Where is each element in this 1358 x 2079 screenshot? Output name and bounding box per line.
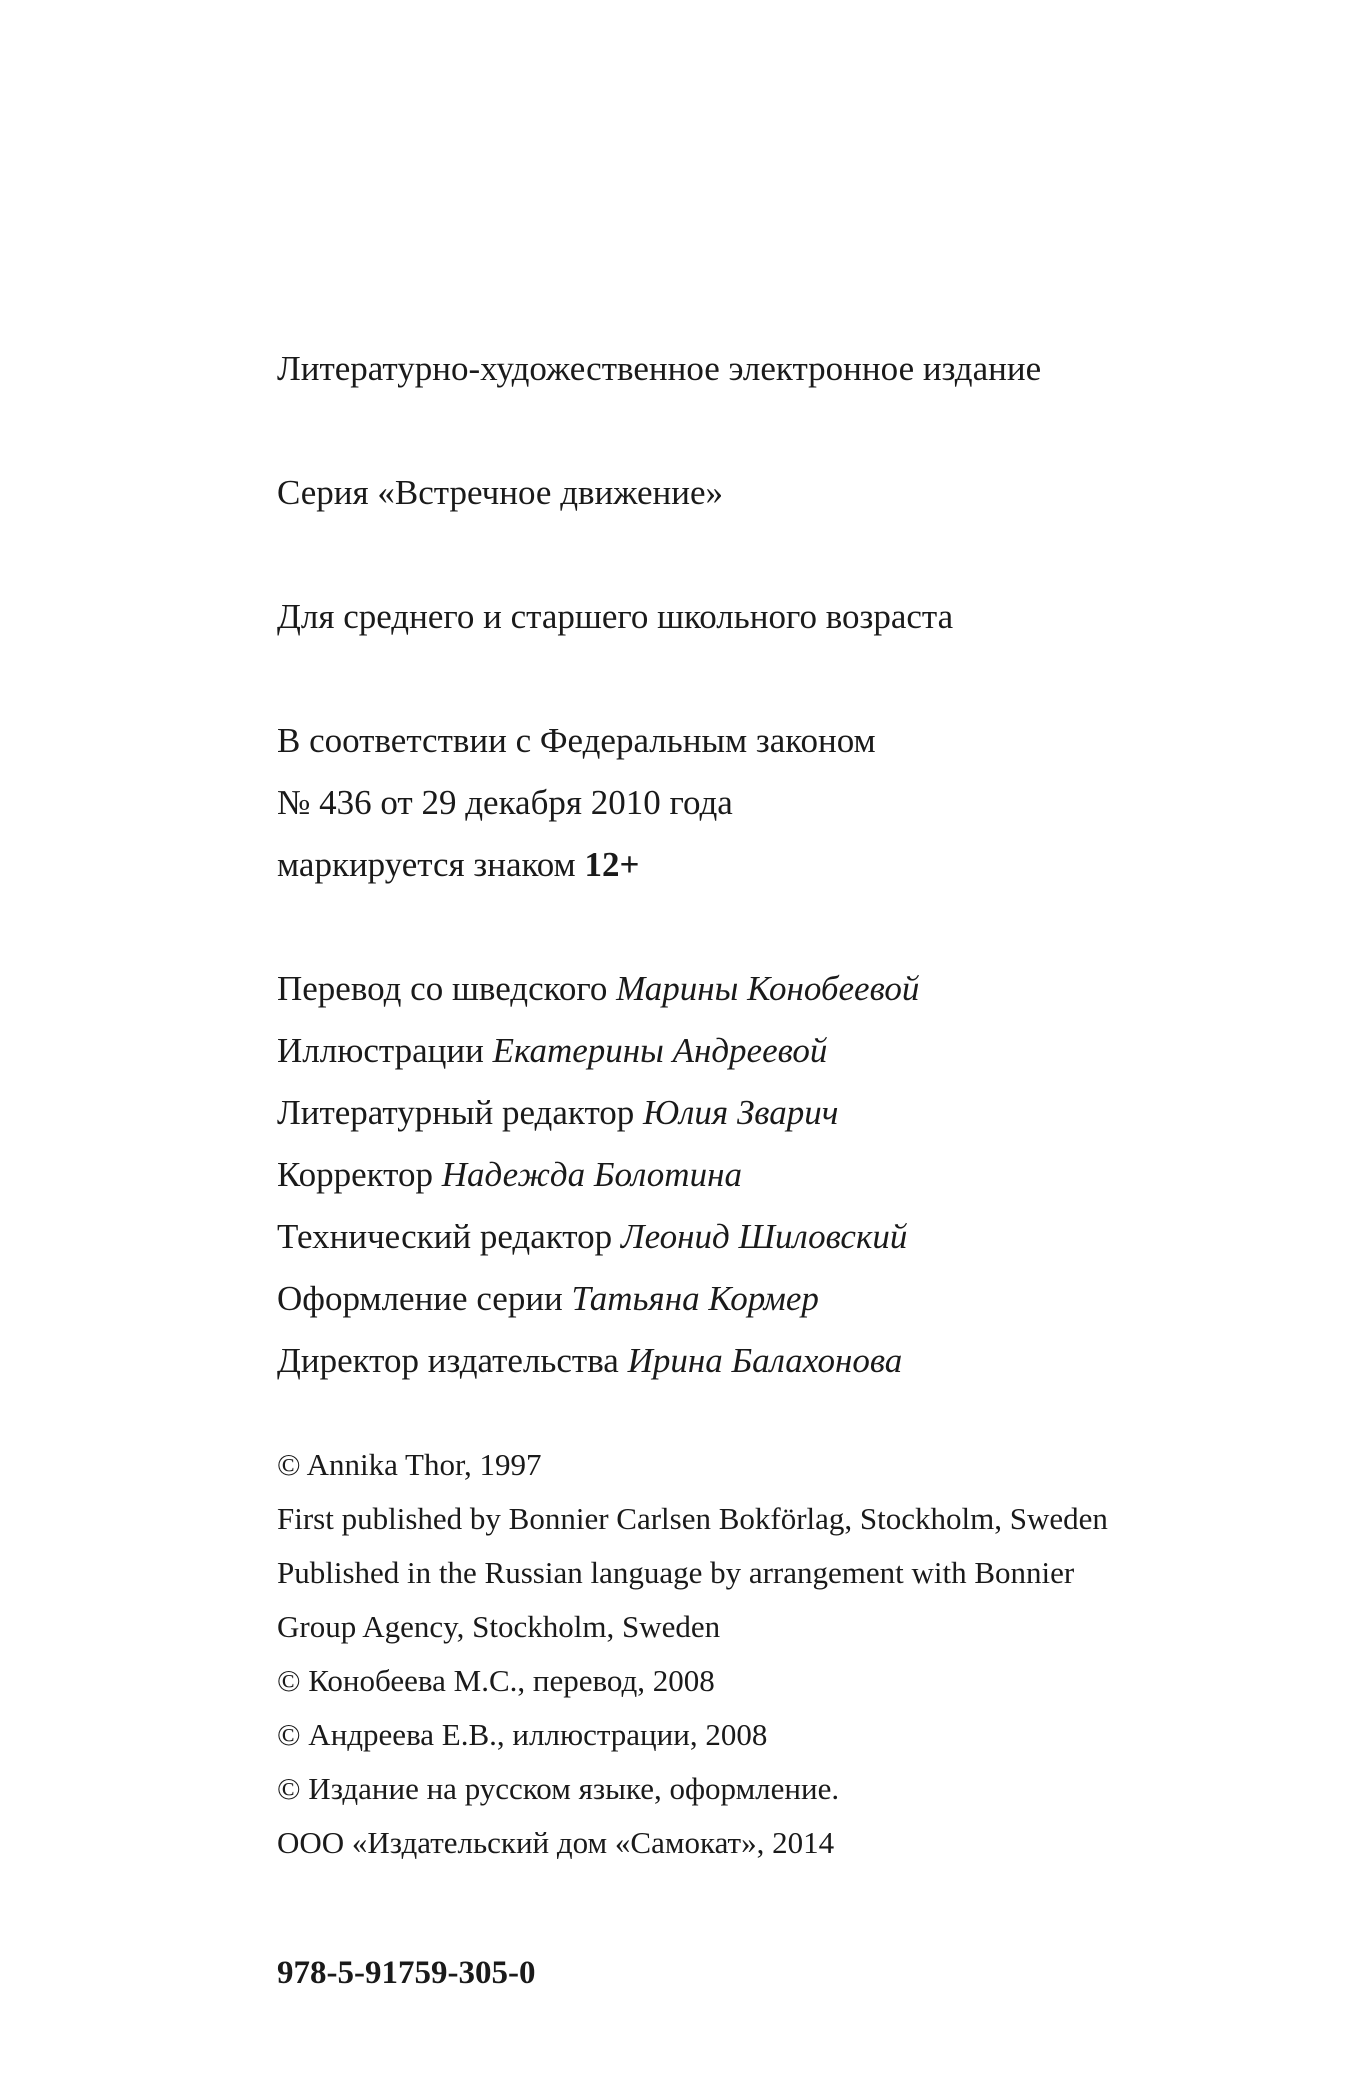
law-notice — [277, 710, 1317, 896]
credits-list — [277, 958, 1317, 1392]
spacer — [277, 648, 1317, 710]
spacer — [277, 524, 1317, 586]
credit-proofreader — [277, 1144, 1317, 1206]
credit-illustrator — [277, 1020, 1317, 1082]
credit-name: Юлия Зварич — [643, 1093, 839, 1132]
edition-type: Литературно-художественное электронное издание — [277, 349, 1042, 388]
credit-name: Леонид Шиловский — [620, 1217, 908, 1256]
credit-series-design — [277, 1268, 1317, 1330]
credit-name: Ирина Балахонова — [627, 1341, 903, 1380]
credit-role: Технический редактор — [277, 1217, 621, 1256]
age-rating-mark: 12+ — [584, 845, 640, 884]
credit-role: Директор издательства — [277, 1341, 628, 1380]
copyright-line: © Издание на русском языке, оформление. — [277, 1771, 840, 1806]
series-title: Серия «Встречное движение» — [277, 473, 724, 512]
law-line-2: № 436 от 29 декабря 2010 года — [277, 783, 733, 822]
spacer — [277, 1392, 1317, 1438]
law-line-1: В соответствии с Федеральным законом — [277, 721, 876, 760]
credit-technical-editor — [277, 1206, 1317, 1268]
credit-name: Надежда Болотина — [441, 1155, 742, 1194]
credit-publishing-director — [277, 1330, 1317, 1392]
copyright-line: ООО «Издательский дом «Самокат», 2014 — [277, 1825, 835, 1860]
copyright-line: Group Agency, Stockholm, Sweden — [277, 1609, 721, 1644]
copyright-line: Published in the Russian language by arrangement with Bonnier — [277, 1555, 1075, 1590]
copyright-block — [277, 1438, 1317, 1870]
copyright-line: First published by Bonnier Carlsen Bokförlag, Stockholm, Sweden — [277, 1501, 1108, 1536]
copyright-line: © Конобеева М.С., перевод, 2008 — [277, 1663, 715, 1698]
credit-role: Оформление серии — [277, 1279, 572, 1318]
copyright-line: © Андреева Е.В., иллюстрации, 2008 — [277, 1717, 768, 1752]
copyright-line: © Annika Thor, 1997 — [277, 1447, 542, 1482]
credit-name: Татьяна Кормер — [571, 1279, 819, 1318]
credit-role: Литературный редактор — [277, 1093, 644, 1132]
audience-note: Для среднего и старшего школьного возраста — [277, 597, 954, 636]
credit-name: Марины Конобеевой — [616, 969, 920, 1008]
spacer — [277, 896, 1317, 958]
credit-role: Корректор — [277, 1155, 442, 1194]
law-line-3-text: маркируется знаком — [277, 845, 585, 884]
spacer — [277, 400, 1317, 462]
imprint-page — [277, 338, 1317, 2000]
isbn: 978-5-91759-305-0 — [277, 1955, 536, 1991]
credit-role: Иллюстрации — [277, 1031, 493, 1070]
credit-name: Екатерины Андреевой — [492, 1031, 828, 1070]
credit-translator — [277, 958, 1317, 1020]
credit-role: Перевод со шведского — [277, 969, 617, 1008]
law-line-3 — [277, 834, 1317, 896]
credit-literary-editor — [277, 1082, 1317, 1144]
